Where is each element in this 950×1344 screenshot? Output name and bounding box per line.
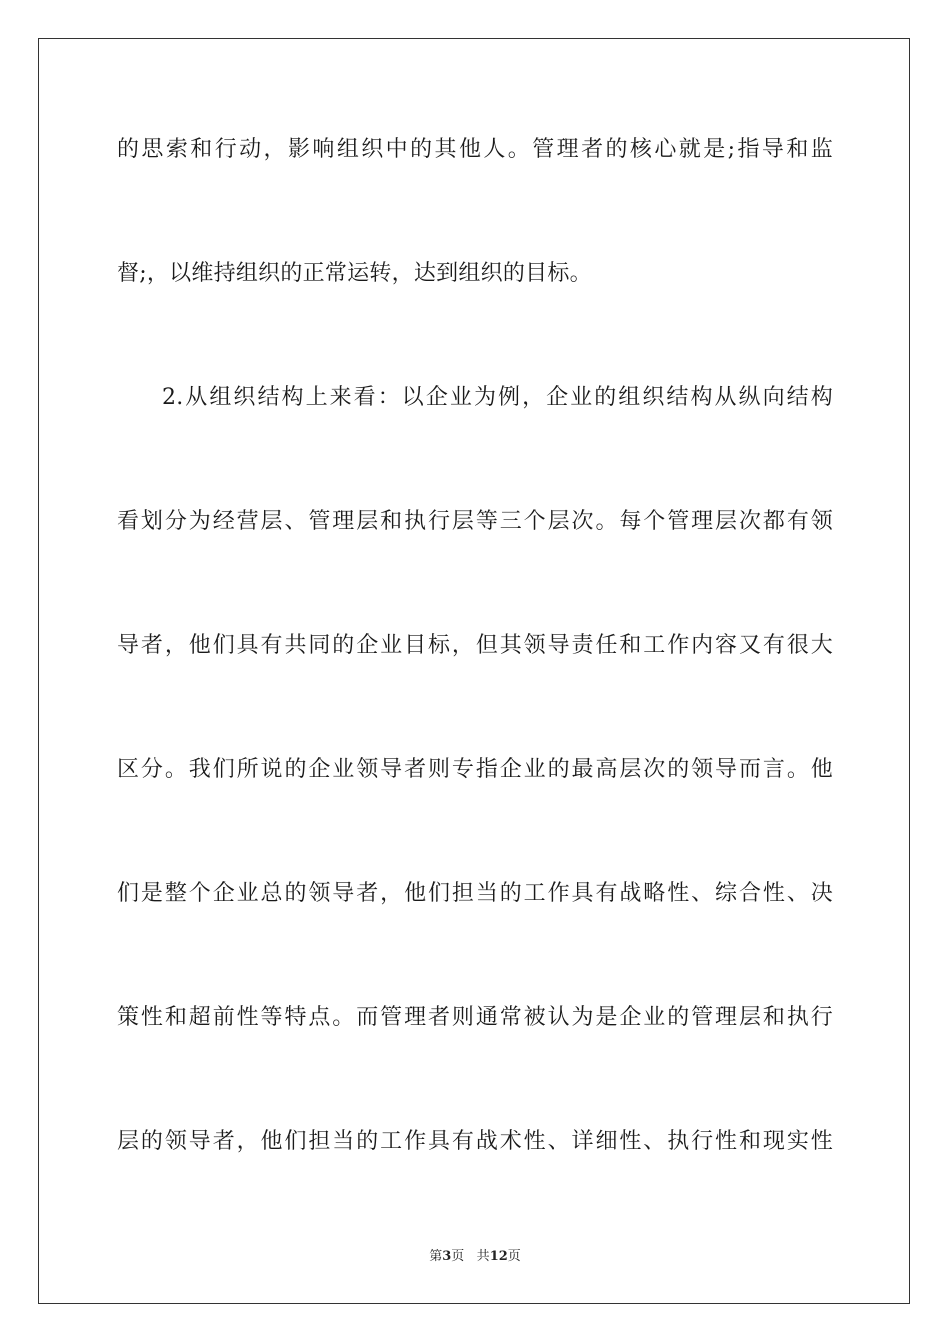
body-text-line-3: 2.从组织结构上来看：以企业为例，企业的组织结构从纵向结构 [162, 385, 833, 410]
body-text-line-7: 们是整个企业总的领导者，他们担当的工作具有战略性、综合性、决 [117, 881, 833, 906]
page-border [38, 38, 910, 1304]
page-footer [0, 1248, 950, 1266]
body-text-line-1: 的思索和行动，影响组织中的其他人。管理者的核心就是;指导和监 [117, 137, 833, 162]
page-total: 12 [489, 1249, 508, 1264]
body-text-line-8: 策性和超前性等特点。而管理者则通常被认为是企业的管理层和执行 [117, 1005, 833, 1030]
body-text-line-9: 层的领导者，他们担当的工作具有战术性、详细性、执行性和现实性 [117, 1129, 833, 1154]
page-number: 3 [442, 1249, 452, 1264]
total-prefix: 共 [476, 1249, 490, 1264]
body-text-line-6: 区分。我们所说的企业领导者则专指企业的最高层次的领导而言。他 [117, 757, 833, 782]
body-text-line-5: 导者，他们具有共同的企业目标，但其领导责任和工作内容又有很大 [117, 633, 833, 658]
body-text-line-2: 督;，以维持组织的正常运转，达到组织的目标。 [117, 261, 592, 286]
page-suffix: 页 [451, 1249, 465, 1264]
page-prefix: 第 [429, 1249, 443, 1264]
body-text-line-4: 看划分为经营层、管理层和执行层等三个层次。每个管理层次都有领 [117, 509, 833, 534]
total-suffix: 页 [507, 1249, 521, 1264]
